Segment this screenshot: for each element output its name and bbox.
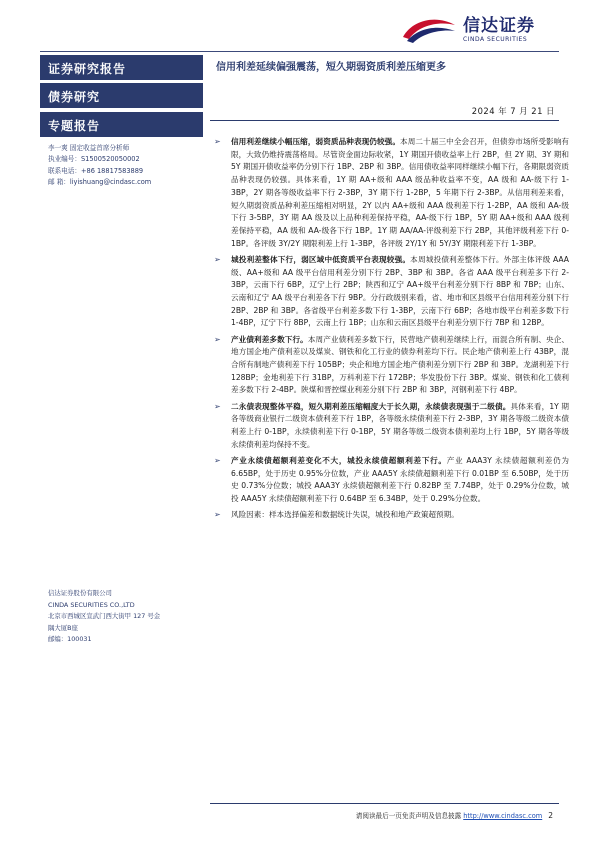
bullet-heading: 二永债表现整体平稳，短久期利差压缩幅度大于长久期，永续债表现强于二级债。 (231, 401, 511, 411)
sidebar-block-report-type: 证券研究报告 (40, 55, 203, 80)
bullet-industry-spread (214, 334, 569, 398)
analyst-info (48, 143, 198, 188)
bullet-bank-capital (214, 401, 569, 452)
brand-swoosh-icon (399, 15, 457, 45)
bullet-heading: 产业永续债超额利差变化不大，城投永续债超额利差下行。 (231, 455, 447, 465)
arrow-bullet-icon: ➢ (214, 254, 221, 264)
arrow-bullet-icon: ➢ (214, 137, 221, 146)
footer-divider (210, 803, 559, 804)
report-date: 2024 年 7 月 21 日 (471, 106, 555, 116)
arrow-bullet-icon: ➢ (214, 334, 221, 344)
company-address-2: 隅大厦B座 (48, 623, 78, 632)
brand-logo (399, 12, 559, 48)
analyst-cert: 执业编号：S1500520050002 (48, 155, 140, 164)
title-divider (210, 120, 559, 121)
report-title: 信用利差延续偏强震荡，短久期弱资质利差压缩更多 (216, 62, 446, 73)
company-address: 北京市西城区宣武门西大街甲 127 号金 (48, 612, 161, 620)
brand-name-cn: 信达证券 (463, 15, 535, 36)
bullet-text: 本周产业债利差多数下行，民营地产债利差继续上行，而混合所有制、央企、地方国企地产债利差以及煤炭、钢铁和化工行业的债券利差均下行。民企地产债利差上行 43BP，混合所有制地产债利差下行 105BP；央企和地方国企地产债利差分别下行 2BP 和 3BP。龙湖利差下行 128BP；金地利差下行 31BP，万科利差下行 172BP；华发股份下行 3BP。煤炭、钢铁和化工债利差多数下行 2-4BP。陕煤和晋控煤业利差分别下行 2BP 和 3BP，河钢利差下行 4BP。 (231, 334, 570, 395)
page-number: 2 (548, 811, 553, 820)
company-name-cn: 信达证券股份有限公司 (48, 589, 112, 597)
report-body (214, 136, 569, 525)
bullet-text: 风险因素：样本选择偏差和数据统计失误，城投和地产政策超预期。 (231, 510, 459, 520)
bullet-heading: 信用利差继续小幅压缩，弱资质品种表现仍较强。 (231, 137, 401, 146)
arrow-bullet-icon: ➢ (214, 455, 221, 465)
sidebar-block-subtype: 专题报告 (40, 112, 203, 137)
sidebar (40, 55, 203, 140)
bullet-text: 具体来看，1Y 期各等级商业银行二级资本债利差下行 1BP，各等级永续债利差下行 2-3BP，3Y 期各等级二级资本债利差上行 0-1BP，永续债利差下行 0-1BP，5Y 期各等级二级资本债利差均上行 1BP，5Y 期各等级永续债利差均保持不变。 (231, 401, 570, 449)
bullet-risk (214, 509, 569, 522)
arrow-bullet-icon: ➢ (214, 401, 221, 411)
footer-website-link[interactable]: http://www.cindasc.com (463, 812, 543, 820)
sidebar-block-category: 债券研究 (40, 83, 203, 108)
brand-name-en: CINDA SECURITIES (463, 35, 528, 43)
analyst-name: 李一爽 固定收益首席分析师 (48, 144, 130, 152)
bullet-perpetual (214, 455, 569, 506)
bullet-heading: 城投利差整体下行，弱区域中低资质平台表现较强。 (231, 254, 411, 264)
header-divider (40, 51, 559, 52)
company-postcode: 邮编：100031 (48, 635, 92, 643)
analyst-email[interactable]: 邮 箱：liyishuang@cindasc.com (48, 177, 152, 186)
footer-disclaimer: 请阅读最后一页免责声明及信息披露 (355, 812, 462, 820)
bullet-credit-spread (214, 136, 569, 250)
arrow-bullet-icon: ➢ (214, 510, 221, 520)
analyst-phone: 联系电话：+86 18817583889 (48, 166, 144, 175)
bullet-text: 产业 AAA3Y 永续债超额利差仍为 6.65BP，处于历史 0.95%分位数，产业 AAA5Y 永续债超额利差下行 0.01BP 至 6.50BP，处于历史 0.73%分位数；城投 AAA3Y 永续债超额利差下行 0.82BP 至 7.74BP，处于 0.29%分位数，城投 AAA5Y 永续债超额利差下行 0.64BP 至 6.34BP，处于 0.29%分位数。 (231, 455, 569, 503)
bullet-text: 本周城投债利差整体下行。外部主体评级 AAA 级、AA+级和 AA 级平台信用利差分别下行 2BP、3BP 和 3BP。各省 AAA 级平台利差多下行 2-3BP，云南下行 6BP，辽宁上行 2BP；陕西和辽宁 AA+级平台利差分别下行 8BP 和 7BP；山东、云南和辽宁 AA 级平台利差各下行 9BP。分行政级别来看，省、地市和区县级平台信用利差分别下行 2BP、2BP 和 3BP。各省级平台利差多数下行 1-3BP，云南下行 6BP；各地市级平台利差多数下行 1-4BP，辽宁下行 8BP，云南上行 1BP；山东和云南区县级平台利差分别下行 7BP 和 12BP。 (231, 254, 570, 328)
bullet-lgfv-spread (214, 254, 569, 330)
page-footer (356, 810, 553, 820)
company-name-en: CINDA SECURITIES CO.,LTD (48, 600, 135, 609)
bullet-text: 本周二十届三中全会召开，但债券市场所受影响有限，大致仍维持震荡格局。尽管资金面边际收紧，1Y 期国开债收益率上行 2BP，但 2Y 期、3Y 期和 5Y 期国开债收益率仍分别下行 1BP、2BP 和 3BP。信用债收益率同样继续小幅下行，各期限弱资质品种表现仍较强。具体来看，1Y 期 AA+级和 AAA 级品种收益率不变，AA 级和 AA-级下行 1-3BP，2Y 期各等级收益率下行 2-3BP，3Y 期下行 1-2BP，5 年期下行 2-3BP。从信用利差来看，短久期弱资质品种利差压缩相对明显，2Y 以内 AA+级和 AAA 级利差下行 1-2BP，AA 级和 AA-级下行 3-5BP，3Y 期 AA 级及以上品种利差保持平稳，AA-级下行 1BP，5Y 期 AA+级和 AAA 级利差保持平稳，AA 级和 AA-级各下行 1BP。1Y 期 AA/AA-评级利差下行 2BP，其他评级利差下行 0-1BP。各评级 3Y/2Y 期限利差上行 1-3BP，各评级 2Y/1Y 和 5Y/3Y 期限利差下行 1-3BP。 (231, 137, 569, 248)
bullet-heading: 产业债利差多数下行。 (231, 334, 308, 344)
company-info (48, 588, 198, 646)
